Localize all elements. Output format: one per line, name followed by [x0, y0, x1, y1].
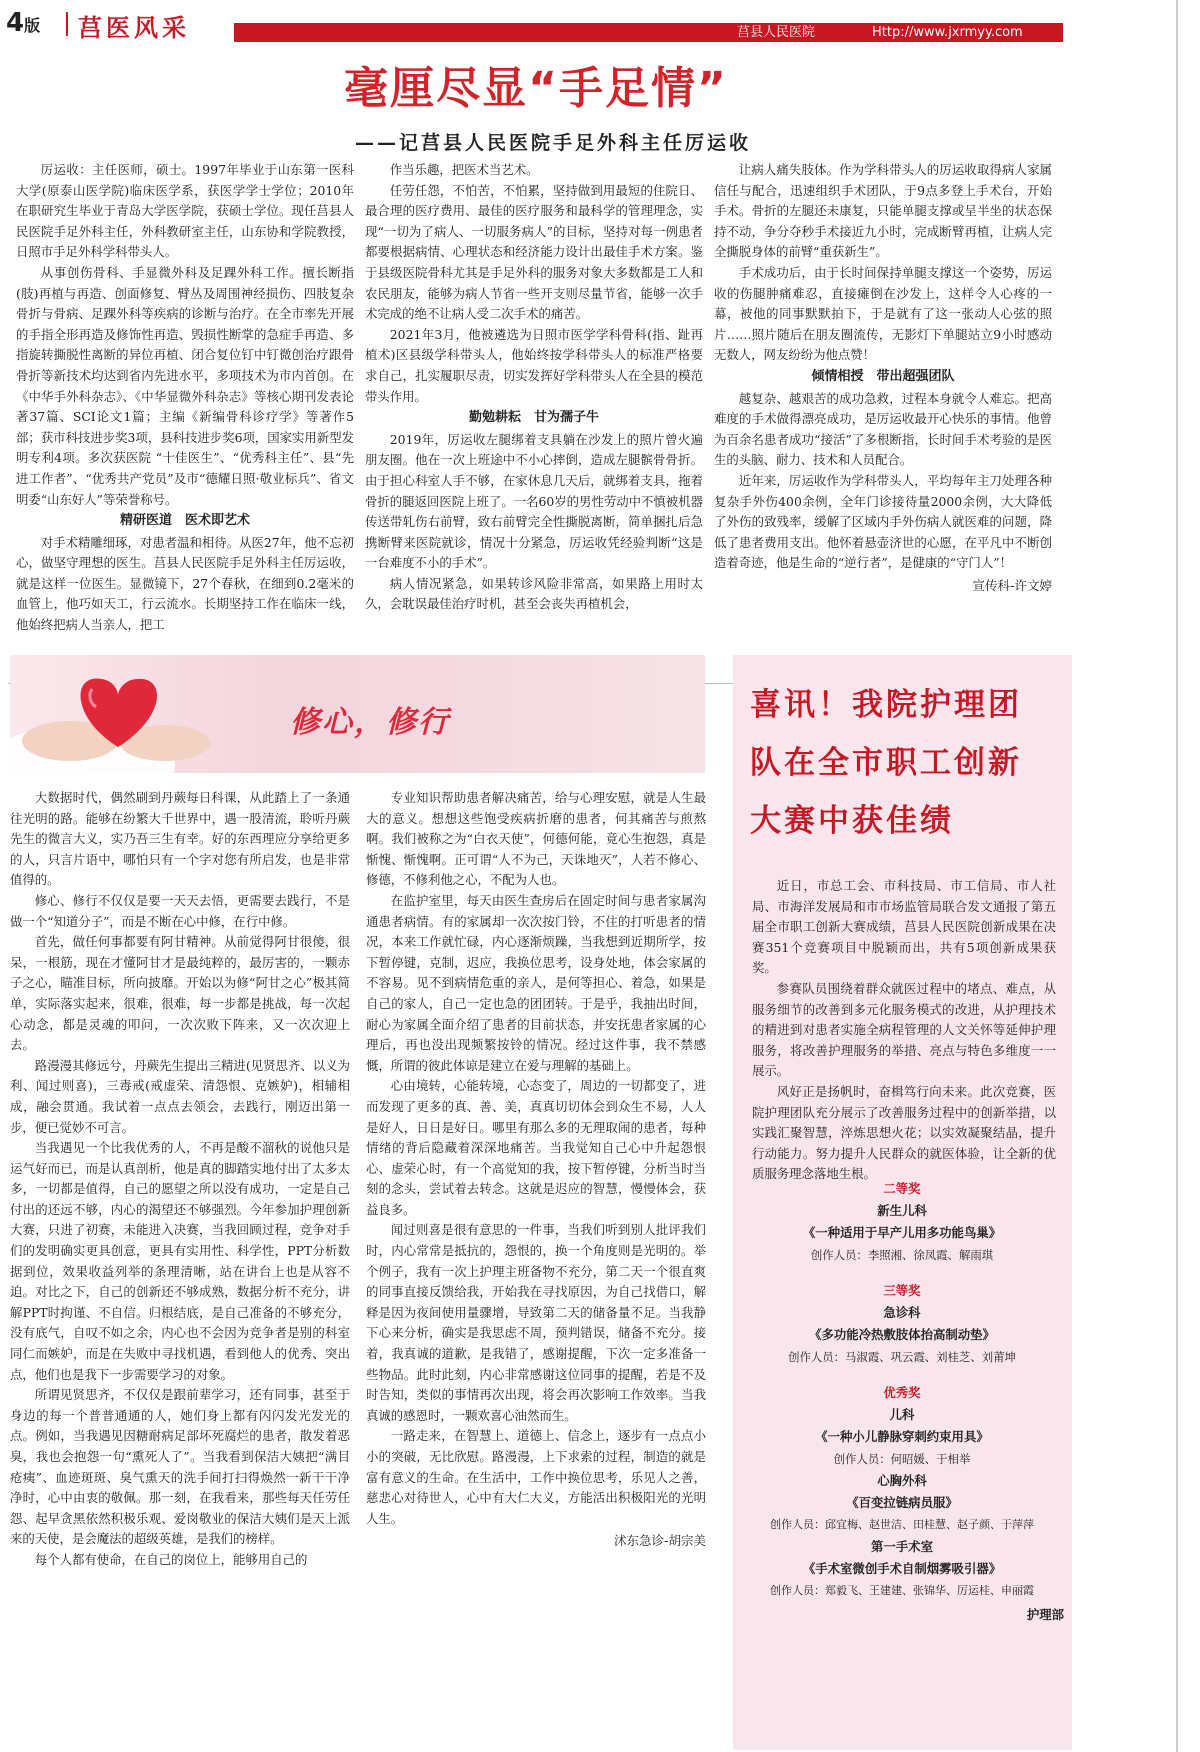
paragraph: 2021年3月，他被遴选为日照市医学学科骨科(指、趾再植术)区县级学科带头人，他始终按学科带头人的标准严格要求自己，扎实履职尽责，切实发挥好学科带头人在全县的模范带头作用。	[365, 326, 703, 404]
article2-column-2	[366, 788, 706, 1750]
section-title: 莒医风采	[78, 13, 190, 42]
article2-signature: 沭东急诊-胡宗美	[613, 1533, 706, 1549]
paragraph: 专业知识帮助患者解决痛苦，给与心理安慰，就是人生最大的意义。想想这些饱受疾病折磨的患者，何其痛苦与煎熬啊。我们被称之为“白衣天使”，何德何能，竟心生抱怨，真是惭愧、惭愧啊。正可谓“人不为己，天诛地灭”，人若不修心、修德，不修利他之心，不配为人也。	[366, 790, 706, 888]
subheading: 倾情相授 带出超强团队	[811, 368, 955, 384]
award-level: 二等奖	[883, 1181, 921, 1196]
paragraph: 在监护室里，每天由医生查房后在固定时间与患者家属沟通患者病情。有的家属却一次次按门铃，不住的打听患者的情况，本来工作就忙碌，内心逐渐烦躁，当我想到近期所学，按下暂停键，克制，迟应，我换位思考，设身处地，体会家属的不容易。见不到病情危重的亲人，是何等担心、着急，如果是自己的家人，自己一定也急的团团转。于是乎，我抽出时间，耐心为家属全面介绍了患者的目前状态，并安抚患者家属的心理后，再也没出现频繁按铃的情况。经过这件事，我不禁感慨，所谓的彼此体谅是建立在爱与理解的基础上。	[366, 892, 706, 1073]
article3-title	[750, 676, 1060, 850]
article1-subtitle: ——记莒县人民医院手足外科主任厉运收	[355, 132, 752, 154]
article3-title-line: 喜讯！我院护理团	[750, 687, 1022, 723]
paragraph: 近年来，厉运收作为学科带头人，平均每年主刀处理各种复杂手外伤400余例，全年门诊接待量2000余例，大大降低了外伤的致残率，缓解了区域内手外伤病人就医难的问题，降低了患者费用支出。他怀着悬壶济世的心愿，在平凡中不断创造着奇迹，他是生命的“逆行者”，是健康的“守门人”！	[714, 472, 1052, 571]
article1-signature: 宣传科-许文婷	[972, 577, 1052, 593]
paragraph: 首先，做任何事都要有阿甘精神。从前觉得阿甘很傻，很呆，一根筋，现在才懂阿甘才是最纯粹的，最厉害的，一颗赤子之心，瞄准目标，所向披靡。开始以为修“阿甘之心”极其简单，实际落实起来，很难，很难，每一步都是挑战，每一次起心动念，都是灵魂的叩问，一次次败下阵来，又一次次迎上去。	[10, 934, 350, 1053]
paragraph: 作当乐趣，把医术当艺术。	[389, 162, 539, 177]
article3-signature: 护理部	[1026, 1607, 1064, 1622]
paragraph: 修心、修行不仅仅是要一天天去悟，更需要去践行，不是做一个“知道分子”，而是不断在心中修，在行中修。	[10, 892, 350, 929]
paragraph: 手术成功后，由于长时间保持单腿支撑这一个姿势，厉运收的伤腿肿痛难忍，直接瘫倒在沙发上，这样令人心疼的一幕，被他的同事默默拍下，于是就有了这一张动人心弦的照片……照片随后在朋友圈流传，无影灯下单腿站立9小时感动无数人，网友纷纷为他点赞！	[714, 264, 1052, 363]
paragraph: 让病人痛失肢体。作为学科带头人的厉运收取得病人家属信任与配合，迅速组织手术团队，于9点多登上手术台，开始手术。骨折的左腿还未康复，只能单腿支撑或呈半坐的状态保持不动，争分夺秒手术接近九小时，完成断臂再植，让病人完全撕脱身体的前臂“重获新生”。	[714, 162, 1052, 260]
paragraph: 心由境转，心能转境，心态变了，周边的一切都变了，进而发现了更多的真、善、美，真真切切体会到众生不易，人人是好人，日日是好日。哪里有那么多的无理取闹的患者，每种情绪的背后隐藏着深深地痛苦。当我觉知自己心中升起怨恨心、虚荣心时，有一个高觉知的我，按下暂停键，分析当时当刻的念头，尝试着去转念。这就是迟应的智慧，慢慢体会，获益良多。	[366, 1078, 706, 1217]
paragraph: 每个人都有使命，在自己的岗位上，能够用自己的	[34, 1551, 308, 1567]
award-dept: 心胸外科	[877, 1473, 927, 1488]
award-dept: 急诊科	[883, 1305, 921, 1320]
award-project: 《一种适用于早产儿用多功能鸟巢》	[802, 1225, 1002, 1240]
paragraph: 大数据时代，偶然刷到丹蕨每日科课，从此踏上了一条通往光明的路。能够在纷繁大千世界中，遇一股清流，聆听丹蕨先生的微言大义，实乃吾三生有幸。好的东西理应分享给更多的人，只言片语中，哪怕只有一个字对您有所启发，也是非常值得的。	[10, 790, 350, 888]
award-project: 《百变拉链病员服》	[846, 1495, 958, 1510]
paragraph: 越复杂、越艰苦的成功急救，过程本身就令人难忘。把高难度的手术做得漂亮成功，是厉运收最开心快乐的事情。他曾为百余名患者成功“接活”了多根断指，长时间手术考验的是医生的头脑、耐力、技术和人员配合。	[714, 390, 1052, 468]
paragraph: 近日，市总工会、市科技局、市工信局、市人社局、市海洋发展局和市市场监管局联合发文通报了第五届全市职工创新大赛成绩，莒县人民医院创新成果在决赛351个竞赛项目中脱颖而出，共有5项创新成果获奖。	[752, 878, 1056, 976]
article3-title-line: 队在全市职工创新	[750, 745, 1022, 781]
paragraph: 厉运收：主任医师，硕士。1997年毕业于山东第一医科大学(原泰山医学院)临床医学系，获医学学士学位；2010年在职研究生毕业于青岛大学医学院，获硕士学位。现任莒县人民医院手足外科主任，外科教研室主任，山东协和学院教授，日照市手足外科学科带头人。	[16, 162, 354, 260]
article1-column-3	[714, 160, 1052, 668]
award-level: 优秀奖	[883, 1385, 921, 1400]
hand-heart-illustration	[10, 655, 230, 773]
paragraph: 对手术精雕细琢，对患者温和相待。从医27年，他不忘初心，做坚守理想的医生。莒县人民医院手足外科主任厉运收，就是这样一位医生。显微镜下，27个春秋，在细到0.2毫米的血管上，他巧如天工，行云流水。长期坚持工作在临床一线，他始终把病人当亲人，把工	[16, 534, 354, 633]
paragraph: 任劳任怨，不怕苦，不怕累，坚持做到用最短的住院日、最合理的医疗费用、最佳的医疗服务和最科学的管理理念，实现“一切为了病人、一切服务病人”的目标，坚持对每一例患者都要根据病情、心理状态和经济能力设计出最佳手术方案。鉴于县级医院骨科尤其是手足外科的服务对象大多数都是工人和农民朋友，能够为病人节省一些开支则尽量节省，能够一次手术完成的绝不让病人受二次手术的痛苦。	[365, 182, 703, 322]
paragraph: 病人情况紧急，如果转诊风险非常高，如果路上用时太久，会耽误最佳治疗时机，甚至会丧失再植机会，	[365, 575, 703, 612]
award-project: 《手术室微创手术自制烟雾吸引器》	[802, 1561, 1002, 1576]
paragraph: 当我遇见一个比我优秀的人，不再是酸不溜秋的说他只是运气好而已，而是认真剖析，他是真的脚踏实地付出了太多太多，一切都是值得，自己的愿望之所以没有成功，一定是自己付出的还远不够，内心的渴望还不够强烈。今年参加护理创新大赛，只进了初赛，未能进入决赛，当我回顾过程，竞争对手们的发明确实更具创意，更具有实用性、科学性，PPT分析数据到位，效果收益列举的条理清晰，站在讲台上也是从容不迫。对比之下，自己的创新还不够成熟，数据分析不充分，讲解PPT时拘谨、不自信。归根结底，是自己准备的不够充分，没有底气，自叹不如之余，内心也不会因为竞争者是别的科室同仁而嫉妒，而是在失败中寻找机遇，看到他人的优秀、突出点，他们也是我下一步需要学习的对象。	[10, 1140, 350, 1382]
awards-list	[740, 1178, 1064, 1626]
award-creators: 创作人员：何昭媛、于相举	[833, 1452, 971, 1466]
header-page-number: 4版	[6, 8, 41, 38]
article1-column-1	[16, 160, 354, 668]
award-dept: 儿科	[889, 1407, 915, 1422]
article2-column-1	[10, 788, 350, 1750]
award-project: 《一种小儿静脉穿刺约束用具》	[815, 1429, 989, 1444]
right-margin-line	[1176, 0, 1178, 1752]
article2-title: 修心，修行	[290, 705, 450, 740]
article1-column-2	[365, 160, 703, 668]
paragraph: 一路走来，在智慧上、道德上、信念上，逐步有一点点小小的突破，无比欣慰。路漫漫，上下求索的过程，制造的就是富有意义的生命。在生活中，工作中换位思考，乐见人之善，慈悲心对待世人，心中有大仁大义，方能活出积极阳光的光明人生。	[366, 1428, 706, 1526]
article1-title: 毫厘尽显“手足情”	[344, 63, 728, 114]
paragraph: 闻过则喜是很有意思的一件事，当我们听到别人批评我们时，内心常常是抵抗的，怨恨的，换一个角度则是光明的。举个例子，我有一次上护理主班备物不充分，第二天一个很直爽的同事直接反馈给我，开始我在寻找原因，为自己找借口，解释是因为夜间使用量骤增，导致第二天的储备量不足。当我静下心来分析，确实是我思虑不周，预判错误，储备不充分。接着，我真诚的道歉，是我错了，感谢提醒，下次一定多准备一些物品。此时此刻，内心非常感谢这位同事的提醒，若是不及时告知，类似的事情再次出现，将会再次影响工作效率。当我真诚的感恩时，一颗欢喜心油然而生。	[366, 1222, 706, 1423]
hospital-url[interactable]: Http://www.jxrmyy.com	[872, 25, 1023, 40]
award-level: 三等奖	[883, 1283, 921, 1298]
article3-body	[752, 876, 1056, 1182]
paragraph: 路漫漫其修远兮，丹蕨先生提出三精进(见贤思齐、以义为利、闻过则喜)，三毒戒(戒虚荣、清怨恨、克嫉妒)，相辅相成，融会贯通。我试着一点点去领会，去践行，刚迈出第一步，便已觉妙不可言。	[10, 1057, 350, 1135]
subheading: 精研医道 医术即艺术	[119, 513, 250, 529]
article3-title-line: 大赛中获佳绩	[750, 803, 954, 839]
subheading: 勤勉耕耘 甘为孺子牛	[468, 410, 599, 426]
paragraph: 从事创伤骨科、手显微外科及足踝外科工作。擅长断指(肢)再植与再造、创面修复、臂丛及周围神经损伤、四肢复杂骨折与骨病、足踝外科等疾病的诊断与治疗。在全市率先开展的手指全形再造及修饰性再造、毁损性断掌的急症手再造、多指旋转撕脱性离断的异位再植、闭合复位钉中钉微创治疗跟骨骨折等新技术均达到省内先进水平，多项技术为市内首创。在《中华手外科杂志》、《中华显微外科杂志》等核心期刊发表论著37篇、SCI论文1篇；主编《新编骨科诊疗学》等著作5部；获市科技进步奖3项，县科技进步奖6项，国家实用新型发明专利4项。多次获医院 “十佳医生”、“优秀科主任”、县“先进工作者”、“优秀共产党员”及市“德耀日照·敬业标兵”、省文明委“山东好人”等荣誉称号。	[16, 264, 354, 507]
award-creators: 创作人员：邱宜梅、赵世洁、田桂慧、赵子颜、于萍萍	[770, 1518, 1034, 1531]
paragraph: 参赛队员围绕着群众就医过程中的堵点、难点，从服务细节的改善到多元化服务模式的改进，从护理技术的精进到对患者实施全病程管理的人文关怀等延伸护理服务，将改善护理服务的举措、亮点与特色多维度一一展示。	[752, 980, 1056, 1079]
award-project: 《多功能冷热敷肢体抬高制动垫》	[809, 1327, 995, 1342]
award-dept: 第一手术室	[871, 1539, 933, 1554]
hospital-name: 莒县人民医院	[737, 25, 816, 40]
award-creators: 创作人员：李照湘、徐凤霞、解雨琪	[810, 1248, 994, 1262]
award-dept: 新生儿科	[877, 1203, 927, 1218]
paragraph: 风好正是扬帆时，奋楫笃行向未来。此次竞赛，医院护理团队充分展示了改善服务过程中的创新举措，以实践汇聚智慧，淬炼思想火花；以实效凝聚结晶，提升行动能力。努力提升人民群众的就医体验，让全新的优质服务理念落地生根。	[752, 1083, 1056, 1182]
paragraph: 2019年，厉运收左腿绑着支具躺在沙发上的照片曾火遍朋友圈。他在一次上班途中不小心摔倒，造成左腿髌骨骨折。由于担心科室人手不够，在家休息几天后，就绑着支具，拖着骨折的腿返回医院上班了。一名60岁的男性劳动中不慎被机器传送带轧伤右前臂，致右前臂完全性撕脱离断，简单捆扎后急携断臂来医院就诊，情况十分紧急，厉运收凭经验判断“这是一台难度不小的手术”。	[365, 431, 703, 571]
award-creators: 创作人员：郑毅飞、王建建、张锦华、厉运桂、申丽霞	[770, 1584, 1034, 1597]
header-divider	[66, 12, 68, 36]
award-creators: 创作人员：马淑霞、巩云霞、刘桂芝、刘莆坤	[788, 1350, 1016, 1364]
paragraph: 所谓见贤思齐，不仅仅是跟前辈学习，还有同事，甚至于身边的每一个普普通通的人，她们身上都有闪闪发光发光的点。例如，当我遇见因糖耐病足部坏死腐烂的患者，散发着恶臭，我也会抱怨一句“熏死人了”。当我看到保洁大姨把“满目疮痍”、血迹斑斑、臭气熏天的洗手间打扫得焕然一新干干净净时，心中由衷的敬佩。那一刻，在我看来，那些每天任劳任怨、起早贪黑依然积极乐观、爱岗敬业的保洁大姨们是天上派来的天使，是会魔法的超级英雄，是我们的榜样。	[10, 1387, 350, 1547]
